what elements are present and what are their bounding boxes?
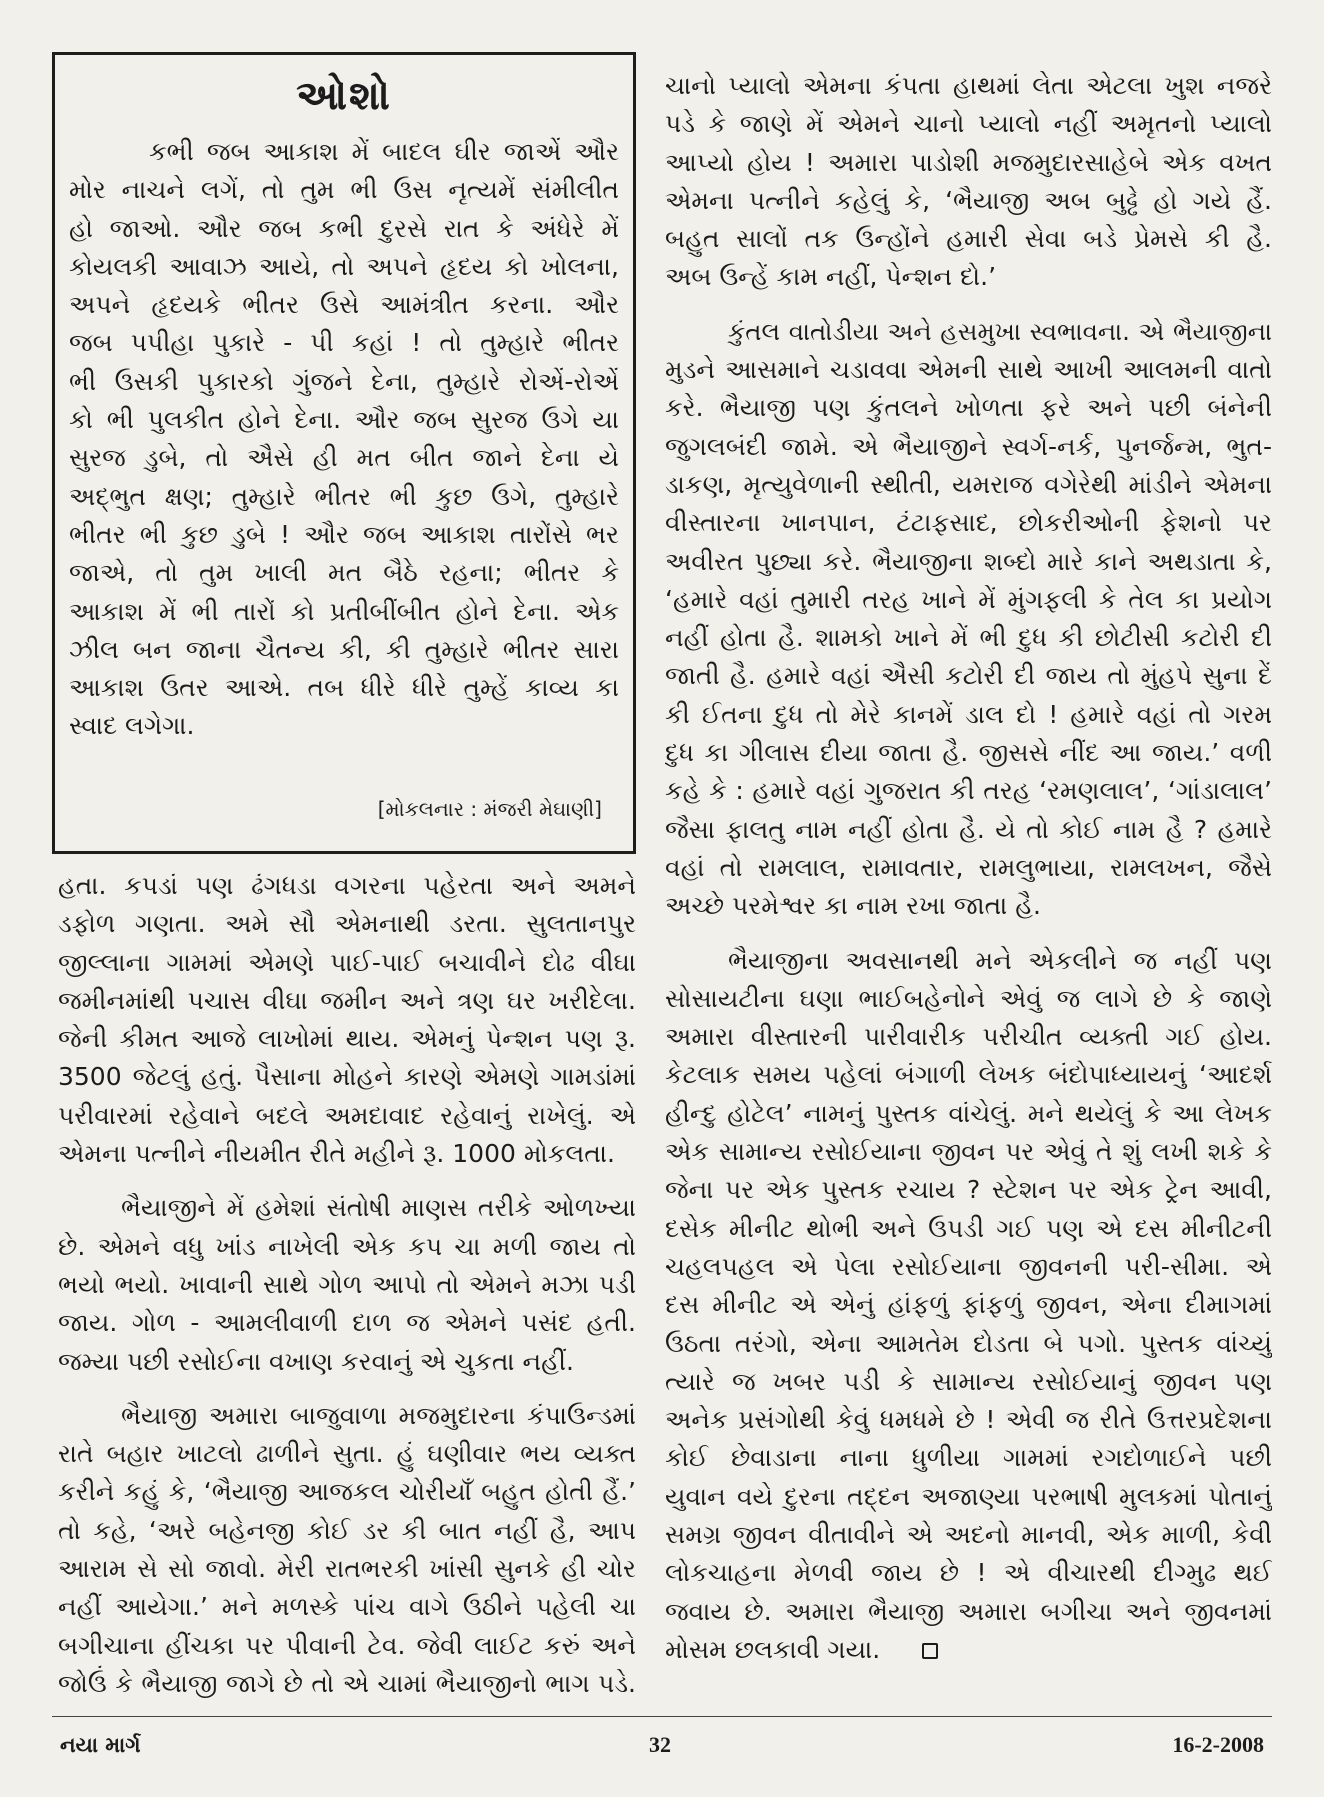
text-line: રાતે બહાર ખાટલો ઢાળીને સુતા. હું ઘણીવાર ભય વ્યક્ત <box>58 1439 636 1469</box>
text-line: સમગ્ર જીવન વીતાવીને એ અદનો માનવી, એક માળી, કેવી <box>665 1519 1272 1549</box>
text-line: એમના પત્નીને કહેલું કે, ‘ભૈયાજી અબ બુઢ્ઢે હો ગયે હૈં. <box>665 185 1272 215</box>
text-line: આરામ સે સો જાવો. મેરી રાતભરકી ખાંસી સુનકે હી ચોર <box>58 1554 636 1584</box>
text-line: ભૈયાજીને મેં હમેશાં સંતોષી માણસ તરીકે ઓળખ્યા <box>121 1193 636 1223</box>
text-line: જાય. ગોળ - આમલીવાળી દાળ જ એમને પસંદ હતી. <box>58 1308 636 1338</box>
text-line: કી ઈતના દુધ તો મેરે કાનમેં ડાલ દો ! હમારે વહાં તો ગરમ <box>665 699 1272 729</box>
paragraph <box>665 67 1272 297</box>
text-line: સ્વાદ લગેગા. <box>69 711 195 741</box>
text-line: એક સામાન્ય રસોઈયાના જીવન પર એવું તે શું લખી શકે કે <box>665 1137 1272 1167</box>
article-column-left <box>58 867 636 1703</box>
text-line: અવીરત પુછ્યા કરે. ભૈયાજીના શબ્દો મારે કાને અથડાતા કે, <box>665 546 1272 576</box>
article-column-right <box>665 67 1272 1669</box>
text-line: ચાનો પ્યાલો એમના કંપતા હાથમાં લેતા એટલા ખુશ નજરે <box>665 71 1272 100</box>
text-line: આકાશ ઉતર આએ. તબ ધીરે ધીરે તુમ્હેં કાવ્ય કા <box>69 673 619 703</box>
text-line: જીલ્લાના ગામમાં એમણે પાઈ-પાઈ બચાવીને દોઢ વીઘા <box>58 947 636 977</box>
text-line: એમના પત્નીને નીયમીત રીતે મહીને રૂ. 1000 મોકલતા. <box>58 1139 615 1169</box>
text-line: જમ્યા પછી રસોઈના વખાણ કરવાનું એ ચુકતા નહીં. <box>58 1346 574 1376</box>
text-line: મુડને આસમાને ચડાવવા એમની સાથે આખી આલમની વાતો <box>665 355 1272 385</box>
text-line: અપને હૃદયકે ભીતર ઉસે આમંત્રીત કરના. ઔર <box>69 290 619 320</box>
text-line: કોઈ છેવાડાના નાના ધુળીયા ગામમાં રગદોળાઈને પછી <box>665 1443 1272 1473</box>
page-number: 32 <box>649 1732 671 1757</box>
text-line: બહુત સાલોં તક ઉન્હોંને હમારી સેવા બડે પ્રેમસે કી હૈ. <box>665 224 1272 254</box>
text-line: પરીવારમાં રહેવાને બદલે અમદાવાદ રહેવાનું રાખેલું. એ <box>58 1100 636 1130</box>
text-line: અબ ઉન્હેં કામ નહીં, પેન્શન દો.’ <box>665 262 997 292</box>
magazine-name: નયા માર્ગ <box>60 1733 141 1757</box>
text-line: કો ભી પુલકીત હોને દેના. ઔર જબ સુરજ ઉગે યા <box>69 405 619 435</box>
text-line: હો જાઓ. ઔર જબ કભી દુરસે રાત કે અંધેરે મેં <box>69 213 619 243</box>
paragraph <box>665 942 1272 1670</box>
hollow-square-icon <box>922 1643 938 1659</box>
issue-date: 16-2-2008 <box>1172 1732 1264 1757</box>
text-line: જેના પર એક પુસ્તક રચાય ? સ્ટેશન પર એક ટ્રેન આવી, <box>665 1175 1272 1205</box>
text-line: કરે. ભૈયાજી પણ કુંતલને ખોળતા ફરે અને પછી બંનેની <box>665 393 1272 423</box>
text-line: ભયો ભયો. ખાવાની સાથે ગોળ આપો તો એમને મઝા પડી <box>58 1269 636 1299</box>
text-line: જમીનમાંથી પચાસ વીઘા જમીન અને ત્રણ ઘર ખરીદેલા. <box>58 985 636 1015</box>
text-line: જૈસા ફાલતુ નામ નહીં હોતા હૈ. યે તો કોઈ નામ હૈ ? હમારે <box>665 814 1272 844</box>
sidebar-credit: [મોકલનાર : મંજરી મેઘાણી] <box>377 797 602 821</box>
text-line: અનેક પ્રસંગોથી કેવું ધમધમે છે ! એવી જ રીતે ઉત્તરપ્રદેશના <box>665 1405 1272 1435</box>
text-line: ડાકણ, મૃત્યુવેળાની સ્થીતી, યમરાજ વગેરેથી માંડીને એમના <box>665 469 1272 499</box>
text-line: કુંતલ વાતોડીયા અને હસમુખા સ્વભાવના. એ ભૈયાજીના <box>728 316 1272 346</box>
text-line: ભી ઉસકી પુકારકો ગુંજને દેના, તુમ્હારે રોએં-રોએં <box>69 366 619 396</box>
paragraph <box>58 1189 636 1380</box>
text-line: જાએ, તો તુમ ખાલી મત બૈઠે રહના; ભીતર કે <box>69 558 619 588</box>
text-line: ભીતર ભી કુછ ડુબે ! ઔર જબ આકાશ તારોંસે ભર <box>69 519 619 549</box>
paragraph <box>665 313 1272 926</box>
text-line: નહીં હોતા હૈ. શામકો ખાને મેં ભી દુધ કી છોટીસી કટોરી દી <box>665 623 1272 653</box>
sidebar-box <box>52 52 636 854</box>
text-line: કોયલકી આવાઝ આયે, તો અપને હૃદય કો ખોલના, <box>69 251 619 281</box>
paragraph <box>58 867 636 1173</box>
text-line: મોસમ છલકાવી ગયા. <box>665 1631 1272 1669</box>
text-line: દસ મીનીટ એ એનું હાંફળું ફાંફળું જીવન, એના દીમાગમાં <box>665 1290 1272 1320</box>
text-line: ત્યારે જ ખબર પડી કે સામાન્ય રસોઈયાનું જીવન પણ <box>665 1366 1272 1396</box>
text-line: સુરજ ડુબે, તો ઐસે હી મત બીત જાને દેના યે <box>69 443 619 473</box>
text-line: સોસાયટીના ઘણા ભાઈબહેનોને એવું જ લાગે છે કે જાણે <box>665 983 1272 1013</box>
text-line: કેટલાક સમય પહેલાં બંગાળી લેખક બંદોપાધ્યાયનું ‘આદર્શ <box>665 1060 1272 1090</box>
text-line: કભી જબ આકાશ મેં બાદલ ઘીર જાએં ઔર <box>149 137 619 166</box>
text-line: આપ્યો હોય ! અમારા પાડોશી મજમુદારસાહેબે એક વખત <box>665 147 1272 177</box>
text-line: અદ્ભુત ક્ષણ; તુમ્હારે ભીતર ભી કુછ ઉગે, તુમ્હારે <box>69 481 619 511</box>
text-line: જવાય છે. અમારા ભૈયાજી અમારા બગીચા અને જીવનમાં <box>665 1596 1272 1626</box>
text-line: હતા. કપડાં પણ ઢંગધડા વગરના પહેરતા અને અમને <box>58 871 636 900</box>
text-line: ભૈયાજી અમારા બાજુવાળા મજમુદારના કંપાઉન્ડમાં <box>121 1400 636 1430</box>
text-line: દસેક મીનીટ થોભી અને ઉપડી ગઈ પણ એ દસ મીનીટની <box>665 1213 1272 1243</box>
paragraph <box>58 1397 636 1703</box>
text-line: ‘હમારે વહાં તુમારી તરહ ખાને મેં મુંગફલી કે તેલ કા પ્રયોગ <box>665 584 1272 614</box>
text-line: ઝીલ બન જાના ચૈતન્ય કી, કી તુમ્હારે ભીતર સારા <box>69 634 619 664</box>
text-line: નહીં આયેગા.’ મને મળસ્કે પાંચ વાગે ઉઠીને પહેલી ચા <box>58 1592 636 1622</box>
text-line: તો કહે, ‘અરે બહેનજી કોઈ ડર કી બાત નહીં હૈ, આપ <box>58 1515 636 1545</box>
sidebar-text <box>69 133 619 746</box>
text-line: જોઉં કે ભૈયાજી જાગે છે તો એ ચામાં ભૈયાજીનો ભાગ પડે. <box>58 1668 636 1698</box>
text-line: જબ પપીહા પુકારે - પી કહાં ! તો તુમ્હારે ભીતર <box>69 328 619 358</box>
footer-divider <box>52 1716 1272 1717</box>
text-line: જુગલબંદી જામે. એ ભૈયાજીને સ્વર્ગ-નર્ક, પુનર્જન્મ, ભુત- <box>665 431 1272 461</box>
text-line: અમારા વીસ્તારની પારીવારીક પરીચીત વ્યક્તી ગઈ હોય. <box>665 1022 1272 1052</box>
text-line: વહાં તો રામલાલ, રામાવતાર, રામલુભાયા, રામલખન, જૈસે <box>665 852 1272 882</box>
text-line: ડફોળ ગણતા. અમે સૌ એમનાથી ડરતા. સુલતાનપુર <box>58 909 636 939</box>
text-line: આકાશ મેં ભી તારોં કો પ્રતીબીંબીત હોને દેના. એક <box>69 596 619 626</box>
text-line: જાતી હૈ. હમારે વહાં ઐસી કટોરી દી જાય તો મુંહપે સુના દેં <box>665 661 1272 691</box>
text-line: વીસ્તારના ખાનપાન, ટંટાફસાદ, છોકરીઓની ફેશનો પર <box>665 508 1272 538</box>
text-line: પડે કે જાણે મેં એમને ચાનો પ્યાલો નહીં અમૃતનો પ્યાલો <box>665 109 1272 139</box>
text-line: કહે કે : હમારે વહાં ગુજરાત કી તરહ ‘રમણલાલ’, ‘ગાંડાલાલ’ <box>665 776 1272 806</box>
text-line: દુધ કા ગીલાસ દીયા જાતા હૈ. જીસસે નીંદ આ જાય.’ વળી <box>665 738 1272 768</box>
text-line: છે. એમને વધુ ખાંડ નાખેલી એક કપ ચા મળી જાય તો <box>58 1231 636 1261</box>
text-line: જેની કીમત આજે લાખોમાં થાય. એમનું પેન્શન પણ રૂ. <box>58 1024 636 1054</box>
text-line: યુવાન વયે દુરના તદ્દન અજાણ્યા પરભાષી મુલકમાં પોતાનું <box>665 1481 1272 1511</box>
text-line: ભૈયાજીના અવસાનથી મને એકલીને જ નહીં પણ <box>728 945 1272 975</box>
text-line: લોકચાહના મેળવી જાય છે ! એ વીચારથી દીગ્મુઢ થઈ <box>665 1558 1272 1588</box>
paragraph <box>69 133 619 746</box>
text-line: 3500 જેટલું હતું. પૈસાના મોહને કારણે એમણે ગામડાંમાં <box>58 1062 636 1092</box>
text-line: ચહલપહલ એ પેલા રસોઈયાના જીવનની પરી-સીમા. એ <box>665 1251 1272 1281</box>
text-line: હીન્દુ હોટેલ’ નામનું પુસ્તક વાંચેલું. મને થયેલું કે આ લેખક <box>665 1098 1272 1128</box>
text-line: ઉઠતા તરંગો, એના આમતેમ દોડતા બે પગો. પુસ્તક વાંચ્યું <box>665 1328 1272 1358</box>
text-line: બગીચાના હીંચકા પર પીવાની ટેવ. જેવી લાઈટ કરું અને <box>58 1630 636 1660</box>
text-line: કરીને કહું કે, ‘ભૈયાજી આજકલ ચોરીયાઁ બહુત હોતી હૈં.’ <box>58 1477 636 1507</box>
text-line: મોર નાચને લગેં, તો તુમ ભી ઉસ નૃત્યમેં સંમીલીત <box>69 175 619 205</box>
sidebar-title: ઓશો <box>296 73 392 119</box>
text-line: અચ્છે પરમેશ્વર કા નામ રખા જાતા હૈ. <box>665 891 1041 921</box>
